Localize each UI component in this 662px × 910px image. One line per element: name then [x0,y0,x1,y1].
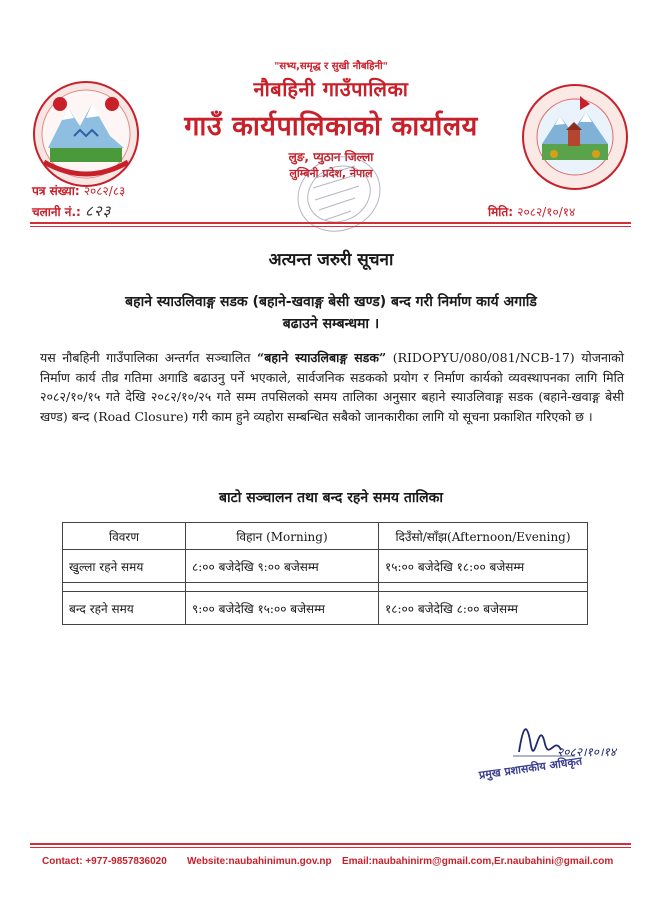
dispatch-number-value: ८२३ [85,202,112,220]
signature-date: २०८२।१०।१४ [557,745,617,759]
letter-date-label: मिति: [488,205,514,219]
address-line-1: लुङ, प्युठान जिल्ला [288,150,374,164]
notice-body [40,348,624,426]
row-open-evening: १५:०० बजेदेखि १८:०० बजेसम्म [379,550,588,583]
footer-divider [30,843,631,845]
notice-subject [40,291,622,335]
body-part-2: (RIDOPYU/080/081/NCB-17) योजनाको निर्माण कार्य तीव्र गतिमा अगाडि बढाउनु पर्ने भएकाले, सार्वजनिक सडकको प्रयोग र निर्माण कार्यको व्यवस्थापनका लागि मिति २०८२/१०/१५ गते देखि २०८२/१०/२५ गते सम्म तपसिलको समय तालिका अनुसार बहाने स्याउलिवाङ्ग सडक (बहाने-खवाङ्ग बेसी खण्ड) बन्द (Road Closure) गरी काम हुने व्यहोरा सम्बन्धित सबैको जानकारीका लागि यो सूचना प्रकाशित गरिएको छ । [40,350,624,424]
letter-number-value: २०८२/८३ [83,184,126,198]
project-name: “बहाने स्याउलिबाङ्ग सडक” [257,350,387,365]
table-row [63,550,588,583]
letter-number [32,182,125,199]
letter-date-value: २०८२/१०/१४ [517,205,576,219]
row-open-label: खुल्ला रहने समय [63,550,186,583]
letter-date [488,203,575,220]
header-evening: दिउँसो/साँझ(Afternoon/Evening) [379,523,588,550]
notice-title: अत्यन्त जरुरी सूचना [268,250,394,270]
row-closed-morning: ९:०० बजेदेखि १५:०० बजेसम्म [186,592,379,625]
row-closed-label: बन्द रहने समय [63,592,186,625]
dispatch-number [32,201,111,221]
subject-line-2: बढाउने सम्बन्धमा । [282,316,380,332]
subject-line-1: बहाने स्याउलिवाङ्ग सडक (बहाने-खवाङ्ग बेसी खण्ड) बन्द गरी निर्माण कार्य अगाडि [125,294,537,310]
org-name: नौबहिनी गाउँपालिका [253,77,409,101]
letter-number-label: पत्र संख्या: [32,184,80,198]
footer-contact: Contact: +977-9857836020 [42,856,167,867]
footer-divider-thin [30,847,631,848]
header-morning: विहान (Morning) [186,523,379,550]
motto: "सभ्य,समृद्ध र सुखी नौबहिनी" [274,61,388,72]
address-line-2: लुम्बिनी प्रदेश, नेपाल [289,167,373,180]
table-gap-row [63,583,588,592]
schedule-table [62,522,588,625]
office-name: गाउँ कार्यपालिकाको कार्यालय [184,111,478,142]
schedule-title: बाटो सञ्चालन तथा बन्द रहने समय तालिका [219,490,443,506]
dispatch-number-label: चलानी नं.: [32,205,81,219]
table-header-row [63,523,588,550]
header-divider [30,222,631,224]
header-divider-thin [30,226,631,227]
table-row [63,592,588,625]
footer-email: Email:naubahinirm@gmail.com,Er.naubahini@gmail.com [342,856,614,867]
header-description: विवरण [63,523,186,550]
signer-title: प्रमुख प्रशासकीय अधिकृत [478,754,583,782]
row-closed-evening: १८:०० बजेदेखि ८:०० बजेसम्म [379,592,588,625]
row-open-morning: ८:०० बजेदेखि ९:०० बजेसम्म [186,550,379,583]
body-part-1: यस नौबहिनी गाउँपालिका अन्तर्गत सञ्चालित [40,350,258,365]
footer-website: Website:naubahinimun.gov.np [187,856,332,867]
